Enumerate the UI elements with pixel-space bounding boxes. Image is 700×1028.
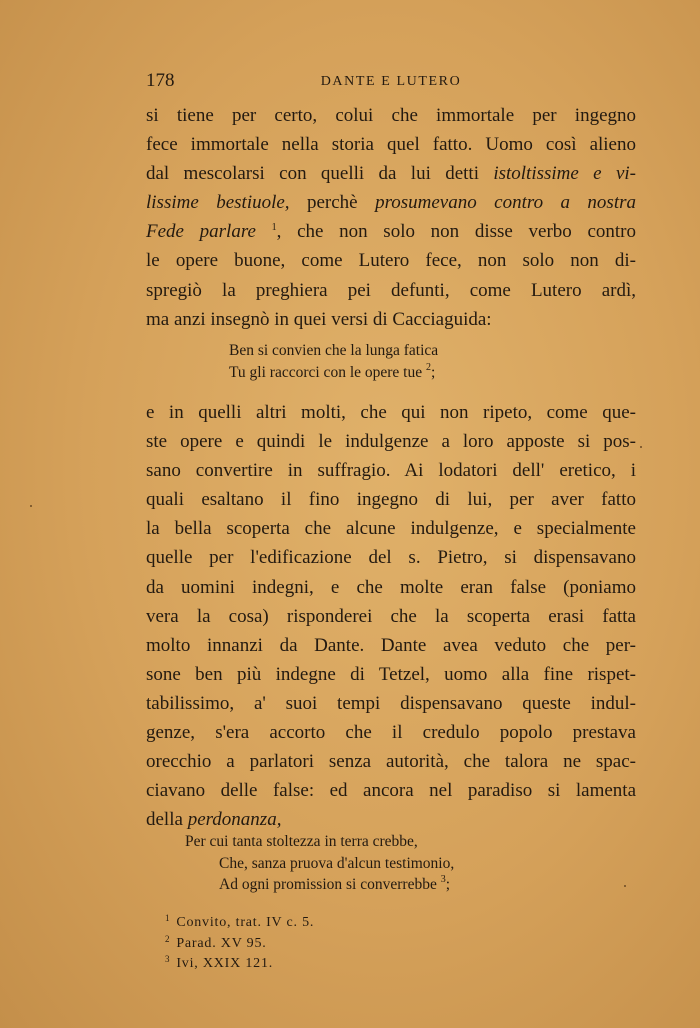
text-run: Ad ogni promission si converrebbe (219, 876, 441, 893)
verse-line (229, 362, 438, 384)
text-line (146, 276, 636, 305)
text-line (146, 130, 636, 159)
text-run: quelle per l'edificazione del s. Pietro, si dispensavano (146, 547, 636, 569)
text-line (146, 660, 636, 689)
text-run (256, 221, 272, 242)
verse-quote-1 (229, 340, 438, 383)
text-run: vera la cosa) risponderei che la scoperta erasi fatta (146, 605, 636, 627)
text-run: Che, sanza pruova d'alcun testimonio, (219, 854, 455, 872)
footnote (165, 934, 314, 955)
italic-text: prosumevano contro a nostra (375, 192, 636, 214)
text-line (146, 689, 636, 718)
footnote (165, 913, 314, 934)
footnote-text: Parad. XV 95. (176, 935, 267, 951)
footnotes (165, 913, 314, 975)
footnote-mark: 1 (165, 913, 171, 923)
text-run: da uomini indegni, e che molte eran false (poniamo (146, 576, 636, 598)
paper-speck (640, 446, 642, 448)
text-line (146, 101, 636, 130)
text-line (146, 217, 636, 246)
italic-text: Fede parlare (146, 221, 256, 243)
verse-line (185, 874, 454, 896)
footnote (165, 954, 314, 975)
text-run: sano convertire in suffragio. Ai lodatori dell' eretico, i (146, 460, 636, 482)
text-line (146, 631, 636, 660)
italic-text: lissime bestiuole, (146, 192, 290, 214)
text-line (146, 514, 636, 543)
italic-text: perdonanza, (187, 809, 282, 831)
page-header (146, 70, 636, 96)
text-run: le opere buone, come Lutero fece, non solo non di- (146, 250, 636, 272)
text-run: ma anzi insegnò in quei versi di Cacciaguida: (146, 308, 492, 330)
verse-quote-2 (185, 831, 454, 896)
text-line (146, 398, 636, 427)
footnote-ref: 2 (425, 361, 431, 373)
text-line (146, 427, 636, 456)
verse-line (185, 853, 454, 875)
text-run: tabilissimo, a' suoi tempi dispensavano queste indul- (146, 692, 636, 714)
text-line (146, 747, 636, 776)
page-number: 178 (146, 70, 175, 91)
paper-speck (624, 885, 626, 887)
footnote-ref: 3 (440, 874, 446, 885)
text-line (146, 485, 636, 514)
footnote-text: Convito, trat. IV c. 5. (176, 915, 315, 930)
text-line (146, 188, 636, 217)
text-run: ; (445, 876, 451, 893)
text-run: Per cui tanta stoltezza in terra crebbe, (185, 833, 418, 850)
text-run: spregiò la preghiera pei defunti, come Lutero ardì, (146, 279, 636, 301)
text-run: fece immortale nella storia quel fatto. Uomo così alieno (146, 134, 636, 156)
text-run: genze, s'era accorto che il credulo popolo prestava (146, 722, 636, 744)
text-run: Tu gli raccorci con le opere tue (229, 363, 426, 381)
text-line (146, 573, 636, 602)
text-line (146, 456, 636, 485)
footnote-ref: 1 (271, 222, 277, 234)
text-line (146, 776, 636, 805)
footnote-text: Ivi, XXIX 121. (176, 956, 274, 971)
paragraph-1 (146, 101, 636, 334)
text-run: la bella scoperta che alcune indulgenze, e specialmente (146, 518, 636, 540)
text-run: quali esaltano il fino ingegno di lui, per aver fatto (146, 489, 636, 511)
text-run: e in quelli altri molti, che qui non ripeto, come que- (146, 402, 636, 423)
paper-speck (30, 505, 32, 507)
verse-line (229, 340, 438, 362)
text-line (146, 602, 636, 631)
text-line (146, 543, 636, 572)
text-line (146, 159, 636, 188)
text-run: ste opere e quindi le indulgenze a loro apposte si pos- (146, 431, 636, 453)
text-run: della (146, 809, 188, 831)
verse-line (185, 831, 454, 853)
text-run: ciavano delle false: ed ancora nel paradiso si lamenta (146, 780, 636, 802)
text-run: , che non solo non disse verbo contro (276, 221, 636, 243)
italic-text: istoltissime e vi- (493, 163, 636, 185)
footnote-mark: 3 (165, 954, 171, 964)
text-line (146, 305, 636, 334)
text-line (146, 718, 636, 747)
footnote-mark: 2 (165, 933, 171, 944)
text-run: molto innanzi da Dante. Dante avea veduto che per- (146, 634, 636, 656)
text-line (146, 246, 636, 275)
running-head: DANTE E LUTERO (320, 74, 462, 89)
text-run: si tiene per certo, colui che immortale per ingegno (146, 105, 636, 126)
text-run: perchè (289, 192, 376, 214)
text-run: sone ben più indegne di Tetzel, uomo alla fine rispet- (146, 663, 636, 685)
text-run: ; (430, 363, 436, 381)
text-run: orecchio a parlatori senza autorità, che talora ne spac- (146, 751, 636, 773)
paragraph-2 (146, 398, 636, 834)
text-run: dal mescolarsi con quelli da lui detti (146, 163, 494, 185)
text-run: Ben si convien che la lunga fatica (229, 342, 439, 359)
